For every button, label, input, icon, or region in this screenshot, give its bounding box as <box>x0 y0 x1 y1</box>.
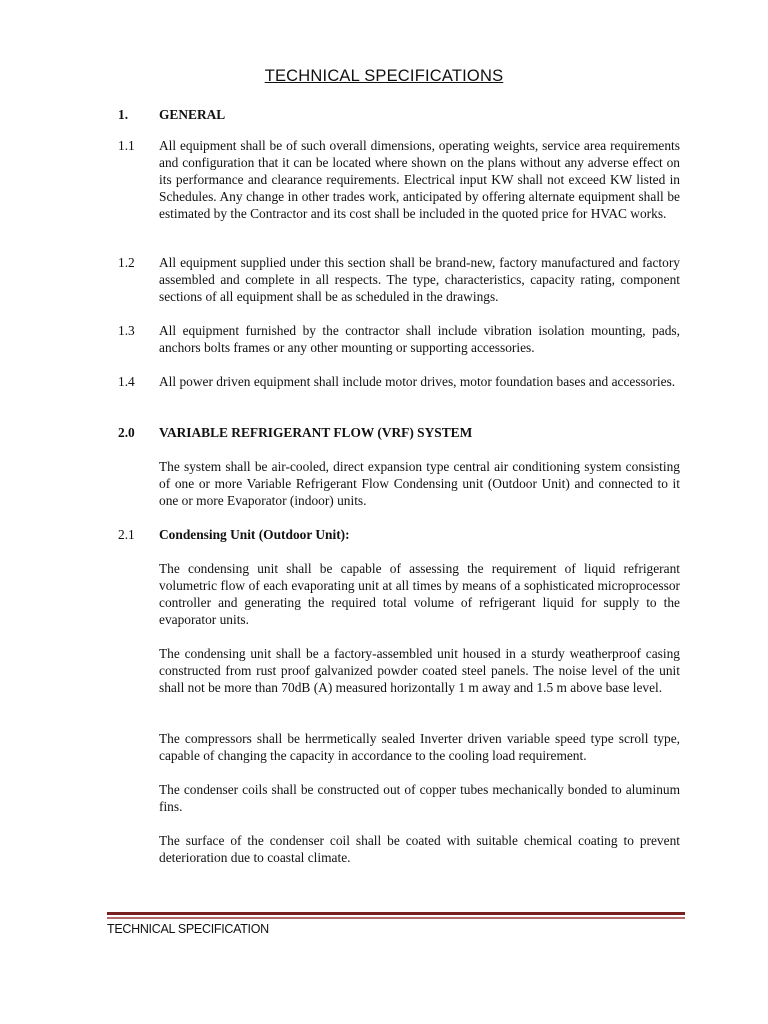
clause-text: All power driven equipment shall include motor drives, motor foundation bases and accessories. <box>159 374 676 389</box>
footer-rule <box>107 912 685 915</box>
footer-rule-thin <box>107 917 685 919</box>
section-number: 1. <box>118 107 129 122</box>
condensing-paragraph-5: The surface of the condenser coil shall be coated with suitable chemical coating to prevent deterioration due to coastal climate. <box>159 833 680 865</box>
condensing-paragraph-4: The condenser coils shall be constructed out of copper tubes mechanically bonded to aluminum fins. <box>159 782 680 814</box>
clause-number: 1.4 <box>118 374 135 389</box>
clause-number: 2.1 <box>118 527 135 542</box>
condensing-paragraph-3: The compressors shall be herrmetically sealed Inverter driven variable speed type scroll type, capable of changing the capacity in accordance to the cooling load requirement. <box>159 731 680 763</box>
clause-number: 1.1 <box>118 138 135 153</box>
clause-number: 1.3 <box>118 323 135 338</box>
clause-1-2 <box>118 254 680 305</box>
condensing-paragraph-1: The condensing unit shall be capable of assessing the requirement of liquid refrigerant volumetric flow of each evaporating unit at all times by means of a sophisticated microprocessor controller and generating the required total volume of refrigerant liquid for supply to the evaporator units. <box>159 561 680 627</box>
clause-number: 1.2 <box>118 255 135 270</box>
footer-text: TECHNICAL SPECIFICATION <box>107 922 269 936</box>
clause-text: All equipment shall be of such overall dimensions, operating weights, service area requirements and configuration that it can be located where shown on the plans without any adverse effect on its performance and clearance requirements. Electrical input KW shall not exceed KW listed in Schedules. Any change in other trades work, anticipated by offering alternate equipment shall be estimated by the Contractor and its cost shall be included in the quoted price for HVAC works. <box>159 138 680 221</box>
section-heading: VARIABLE REFRIGERANT FLOW (VRF) SYSTEM <box>159 425 473 440</box>
clause-text: All equipment supplied under this section shall be brand-new, factory manufactured and factory assembled and complete in all respects. The type, characteristics, capacity rating, component sections of all equipment shall be as scheduled in the drawings. <box>159 255 680 304</box>
section-vrf <box>118 424 680 441</box>
section-general <box>118 106 680 123</box>
clause-heading: Condensing Unit (Outdoor Unit): <box>159 527 350 542</box>
condensing-paragraph-2: The condensing unit shall be a factory-assembled unit housed in a sturdy weatherproof casing constructed from rust proof galvanized powder coated steel panels. The noise level of the unit shall not be more than 70dB (A) measured horizontally 1 m away and 1.5 m above base level. <box>159 646 680 695</box>
clause-2-1 <box>118 526 680 543</box>
clause-text: All equipment furnished by the contractor shall include vibration isolation mounting, pads, anchors bolts frames or any other mounting or supporting accessories. <box>159 323 680 355</box>
section-number: 2.0 <box>118 425 135 440</box>
clause-1-4 <box>118 373 680 390</box>
clause-1-1 <box>118 137 680 222</box>
clause-1-3 <box>118 322 680 356</box>
vrf-intro-text: The system shall be air-cooled, direct expansion type central air conditioning system consisting of one or more Variable Refrigerant Flow Condensing unit (Outdoor Unit) and connected to it one or more Evaporator (indoor) units. <box>159 459 680 508</box>
page-title: TECHNICAL SPECIFICATIONS <box>264 67 504 85</box>
section-heading: GENERAL <box>159 107 226 122</box>
